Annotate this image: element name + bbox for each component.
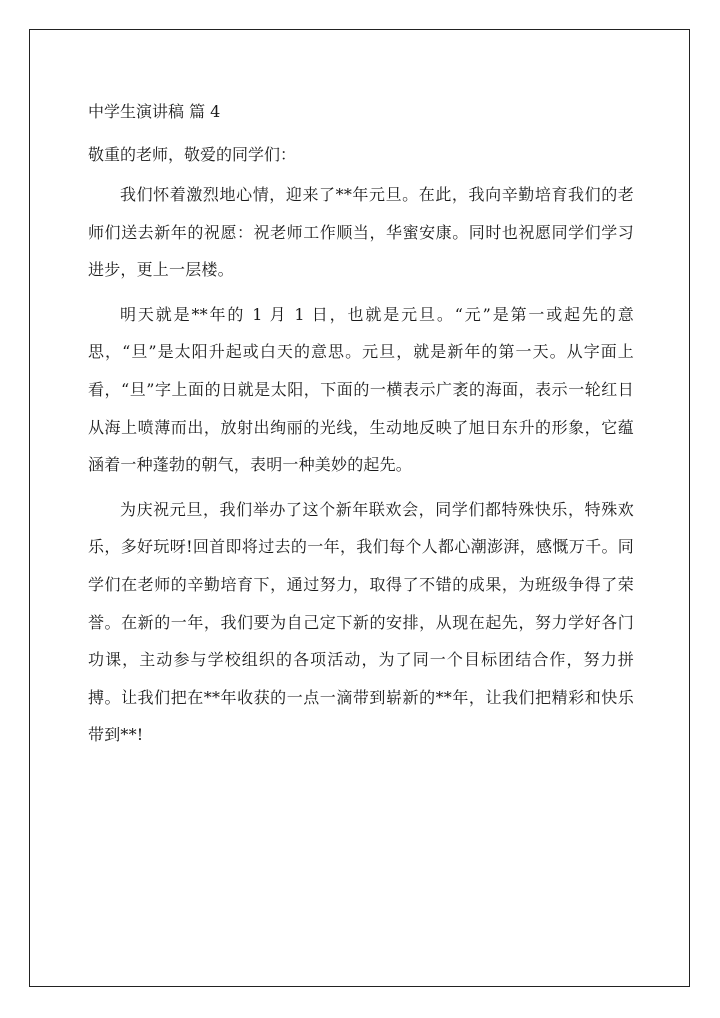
paragraph-2: 明天就是**年的 1 月 1 日，也就是元旦。“元”是第一或起先的意思，“旦”是太阳升起或白天的意思。元旦，就是新年的第一天。从字面上看，“旦”字上面的日就是太阳，下面的一横表示广袤的海面，表示一轮红日从海上喷薄而出，放射出绚丽的光线，生动地反映了旭日东升的形象，它蕴涵着一种蓬勃的朝气，表明一种美妙的起先。 (88, 304, 634, 475)
document-body (88, 96, 634, 754)
salutation: 敬重的老师，敬爱的同学们： (88, 145, 297, 164)
document-title: 中学生演讲稿 篇 4 (88, 102, 221, 121)
paragraph-1: 我们怀着激烈地心情，迎来了**年元旦。在此，我向辛勤培育我们的老师们送去新年的祝愿：祝老师工作顺当，华蜜安康。同时也祝愿同学们学习进步，更上一层楼。 (88, 185, 634, 280)
paragraph-3: 为庆祝元旦，我们举办了这个新年联欢会，同学们都特殊快乐，特殊欢乐，多好玩呀!回首即将过去的一年，我们每个人都心潮澎湃，感慨万千。同学们在老师的辛勤培育下，通过努力，取得了不错的成果，为班级争得了荣誉。在新的一年，我们要为自己定下新的安排，从现在起先，努力学好各门功课，主动参与学校组织的各项活动，为了同一个目标团结合作，努力拼搏。让我们把在**年收获的一点一滴带到崭新的**年，让我们把精彩和快乐带到**! (88, 499, 634, 745)
